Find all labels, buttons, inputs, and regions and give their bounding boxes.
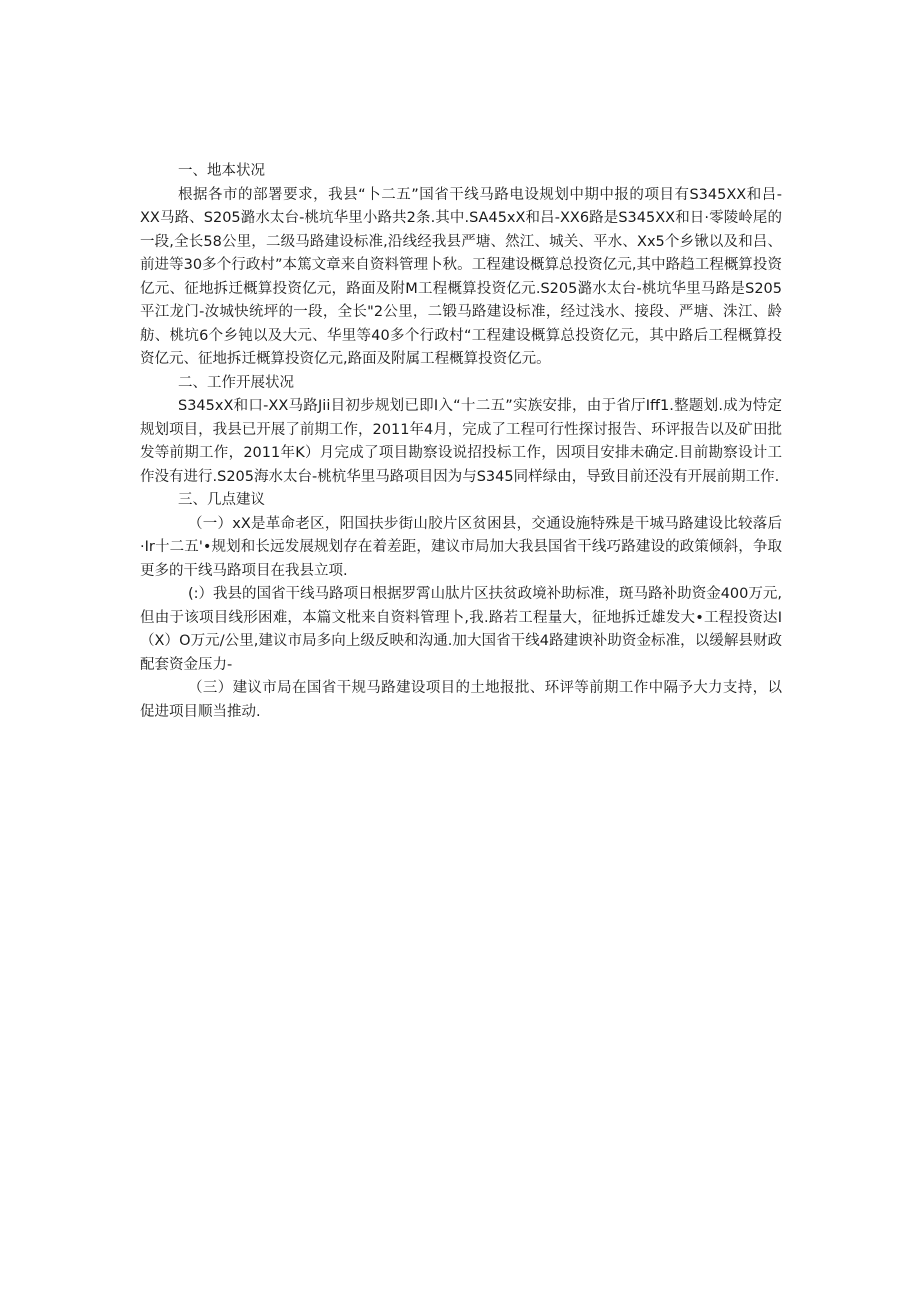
section-heading-1: 一、地本状况 — [178, 163, 265, 179]
suggestion-item-2: (:）我县的国省干线马路项日根据罗霄山肽片区扶贫政境补助标准，斑马路补助资金400万元,但由于该项目线形困难，本篇文枇来自资料管理卜,我.路若工程量大，征地拆迁雄发大•工程投资达I（X）O万元/公里,建议市局多向上级反映和沟通.加大国省干线4路建谀补助资金标准，以缓解县财政配套资金压力- — [140, 586, 782, 673]
suggestion-item-1: （一）xX是革命老区，阳国扶步街山胶片区贫困县，交通设施特殊是干城马路建设比较落后·Ir十二五'•规划和长远发展规划存在着差距，建议市局加大我县国省干线巧路建设的政策倾斜，争取更多的干线马路项目在我县立项. — [140, 515, 782, 579]
section-paragraph-2: S345xX和口-XX马路Jii目初步规划已即I入“十二五”实族安排，由于省厅Iff1.整题划.成为恃定规划项目，我县已开展了前期工作，2011年4月，完成了工程可行性探讨报告、环评报告以及矿田批发等前期工作，2011年K）月完成了项目勘察设说招投标工作，因项目安排未确定.目前勘察设计工作没有进行.S205海水太台-桃杭华里马路项目因为与S345同样绿由，导致目前还没有开展前期工作. — [140, 398, 782, 485]
suggestion-item-3: （三）建议市局在国省干规马路建设项目的土地报批、环评等前期工作中隔予大力支持，以促进项目顺当推动. — [140, 680, 782, 720]
document-body — [140, 160, 782, 724]
section-heading-2: 二、工作开展状况 — [178, 374, 294, 391]
section-heading-3: 三、几点建议 — [178, 492, 265, 508]
section-paragraph-1: 根据各市的部署要求，我县“卜二五”国省干线马路电设规划中期中报的项目有S345XX和吕-XX马路、S205潞水太台-桃坑华里小路共2条.其中.SA45xX和吕-XX6路是S345XX和日·零陵岭尾的一段,全长58公里，二级马路建设标准,沿线经我县严塘、然江、城关、平水、Xx5个乡锹以及和吕、前进等30多个行政村”本篤文章来自资料管理卜秋。工程建设概算总投资亿元,其中路趋工程概算投资亿元、征地拆迁概算投资亿元，路面及附M工程概算投资亿元.S205潞水太台-桃坑华里马路是S205平江龙门-汝城快统坪的一段，全长"2公里，二锻马路建设标准，经过浅水、接段、严塘、洙江、龄舫、桃坑6个乡钝以及大元、华里等40多个行政村“工程建设概算总投资亿元，其中路后工程概算投资亿元、征地拆迁概算投资亿元,路面及附属工程概算投资亿元。 — [140, 186, 782, 367]
